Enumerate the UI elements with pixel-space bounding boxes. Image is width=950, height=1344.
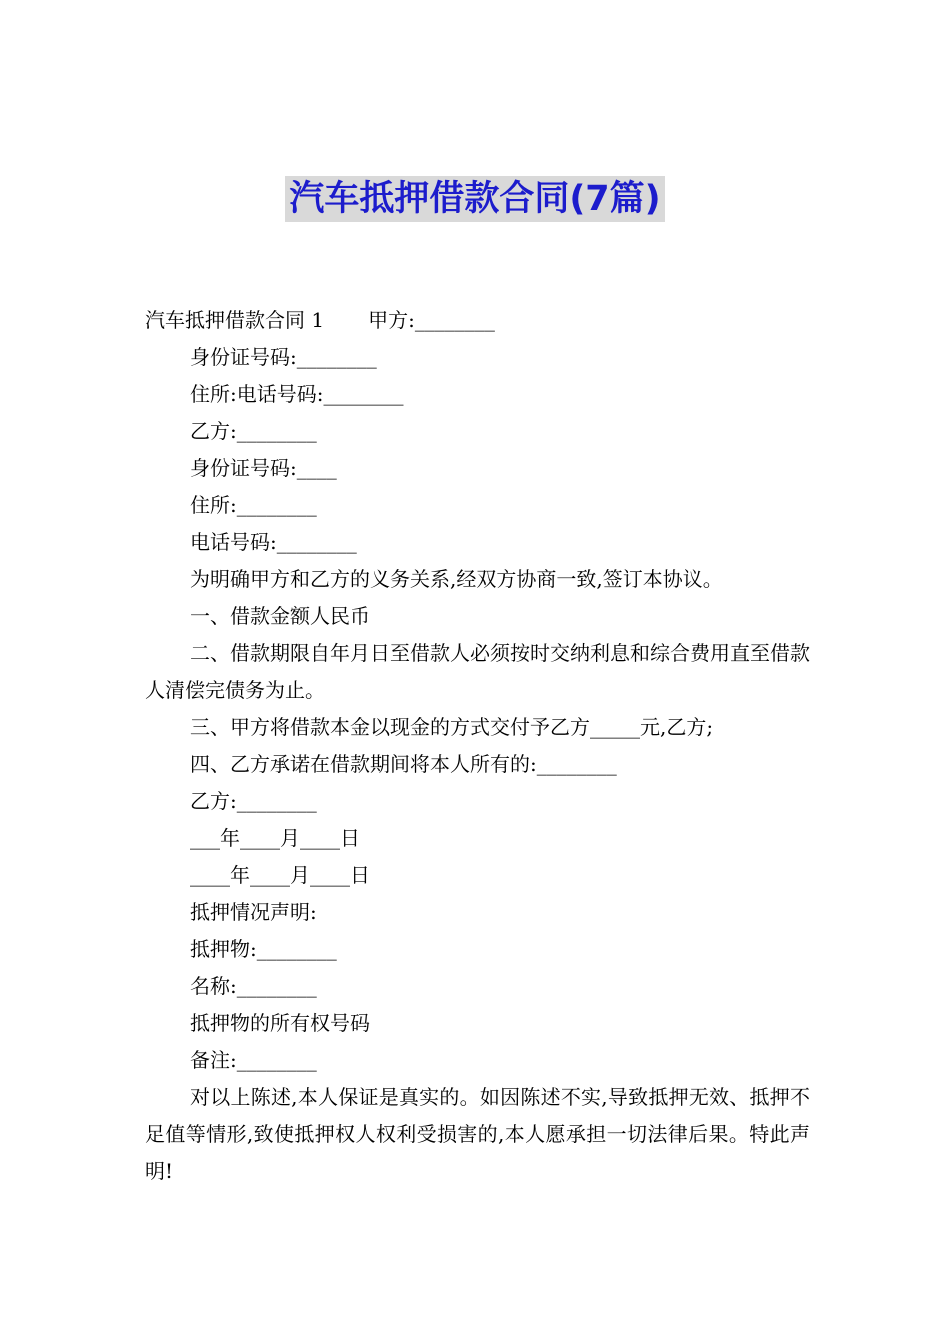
clause-loan-term: 二、借款期限自年月日至借款人必须按时交纳利息和综合费用直至借款人清偿完债务为止。 <box>145 641 810 702</box>
agreement-purpose: 为明确甲方和乙方的义务关系,经双方协商一致,签订本协议。 <box>190 567 723 591</box>
document-body <box>145 302 810 1190</box>
party-a-address-phone: 住所:电话号码:________ <box>190 382 404 406</box>
document-title: 汽车抵押借款合同(7篇) <box>285 176 664 222</box>
collateral-item: 抵押物:________ <box>190 937 337 961</box>
collateral-ownership-number: 抵押物的所有权号码 <box>190 1011 370 1035</box>
party-b-phone: 电话号码:________ <box>190 530 357 554</box>
declaration-paragraph: 对以上陈述,本人保证是真实的。如因陈述不实,导致抵押无效、抵押不足值等情形,致使抵押权人权利受损害的,本人愿承担一切法律后果。特此声明! <box>145 1085 810 1183</box>
collateral-name: 名称:________ <box>190 974 317 998</box>
date-line-2: ____年____月____日 <box>190 863 370 887</box>
date-line-1: ___年____月____日 <box>190 826 360 850</box>
clause-principal-delivery: 三、甲方将借款本金以现金的方式交付予乙方_____元,乙方; <box>190 715 714 739</box>
contract-heading-line <box>145 302 810 339</box>
party-b-id-number: 身份证号码:____ <box>190 456 337 480</box>
contract-heading: 汽车抵押借款合同 1 <box>145 308 325 332</box>
clause-loan-amount: 一、借款金额人民币 <box>190 604 370 628</box>
party-b-address: 住所:________ <box>190 493 317 517</box>
party-b-signature: 乙方:________ <box>190 789 317 813</box>
title-container <box>0 176 950 222</box>
clause-collateral-promise: 四、乙方承诺在借款期间将本人所有的:________ <box>190 752 617 776</box>
party-a-id-number: 身份证号码:________ <box>190 345 377 369</box>
party-a-field: 甲方:________ <box>368 308 495 332</box>
party-b-field: 乙方:________ <box>190 419 317 443</box>
collateral-statement-heading: 抵押情况声明: <box>190 900 317 924</box>
remarks-field: 备注:________ <box>190 1048 317 1072</box>
